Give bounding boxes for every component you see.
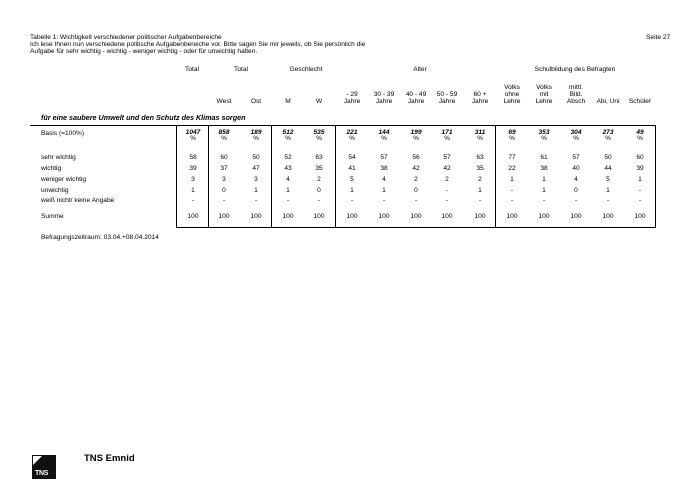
table-cell: - [191, 197, 195, 204]
basis-value: 273 [602, 129, 614, 136]
summe-cell: 100 [570, 213, 582, 220]
summe-cell: 100 [602, 213, 614, 220]
table-cell: 56 [412, 154, 420, 161]
brand-name: TNS Emnid [84, 453, 135, 464]
summe-cell: 100 [634, 213, 646, 220]
table-cell: 2 [414, 176, 418, 183]
table-cell: 22 [508, 165, 516, 172]
basis-unit: % [605, 135, 611, 142]
table-cell: 38 [540, 165, 548, 172]
basis-unit: % [381, 135, 387, 142]
summe-cell: 100 [474, 213, 486, 220]
summe-cell: 100 [506, 213, 518, 220]
table-cell: 47 [252, 165, 260, 172]
basis-label: Basis (=100%) [41, 130, 85, 137]
page-number: Seite 27 [646, 34, 671, 41]
table-cell: 0 [574, 187, 578, 194]
table-cell: 37 [220, 165, 228, 172]
table-cell: - [222, 197, 226, 204]
basis-value: 1047 [185, 129, 201, 136]
basis-value: 199 [410, 129, 422, 136]
divider-after-gender [335, 125, 336, 227]
tns-logo [32, 455, 56, 479]
table-bottom-rule [176, 227, 656, 228]
table-cell: - [638, 197, 642, 204]
table-cell: - [445, 197, 449, 204]
column-header: - 29 Jahre [343, 90, 361, 105]
logo-text: TNS [35, 470, 49, 477]
table-header-text [30, 34, 365, 56]
table-cell: - [510, 187, 514, 194]
question-line-1: Ich lese Ihnen nun verschiedene politische Aufgabenbereiche vor. Bitte sagen Sie mir jeweils, ob Sie persönlich die [30, 41, 366, 49]
table-cell: - [254, 197, 258, 204]
row-label-sehr-wichtig: sehr wichtig [41, 154, 76, 161]
basis-unit: % [221, 135, 227, 142]
divider-after-age [495, 125, 496, 227]
basis-unit: % [637, 135, 643, 142]
table-cell: 1 [191, 187, 195, 194]
column-header: West [216, 98, 232, 105]
column-header: Abi, Uni [596, 98, 620, 105]
summe-cell: 100 [282, 213, 294, 220]
table-cell: 57 [380, 154, 388, 161]
column-header: Ost [250, 98, 262, 105]
table-cell: 58 [189, 154, 197, 161]
table-cell: 1 [350, 187, 354, 194]
table-cell: 1 [286, 187, 290, 194]
basis-value: 69 [508, 129, 516, 136]
basis-value: 512 [282, 129, 294, 136]
table-cell: 42 [443, 165, 451, 172]
table-cell: 60 [636, 154, 644, 161]
column-header: 50 - 59 Jahre [436, 90, 458, 105]
row-label-keine-angabe: weiß nicht/ keine Angabe [41, 197, 115, 204]
table-cell: 41 [348, 165, 356, 172]
table-cell: 4 [574, 176, 578, 183]
table-cell: 50 [252, 154, 260, 161]
table-cell: 50 [604, 154, 612, 161]
basis-value: 311 [474, 129, 486, 136]
table-cell: 43 [284, 165, 292, 172]
table-cell: - [317, 197, 321, 204]
table-cell: - [638, 187, 642, 194]
basis-unit: % [509, 135, 515, 142]
table-cell: - [542, 197, 546, 204]
table-cell: - [414, 197, 418, 204]
table-cell: 2 [445, 176, 449, 183]
table-cell: 3 [191, 176, 195, 183]
table-cell: 1 [606, 187, 610, 194]
table-cell: 39 [189, 165, 197, 172]
basis-value: 144 [378, 129, 390, 136]
column-header: 60 + Jahre [471, 90, 489, 105]
table-cell: 35 [315, 165, 323, 172]
table-cell: 2 [317, 176, 321, 183]
column-header: Schüler [628, 98, 652, 105]
table-cell: 38 [380, 165, 388, 172]
column-header: Volks mit Lehre [535, 83, 553, 105]
table-cell: 57 [572, 154, 580, 161]
summe-cell: 100 [346, 213, 358, 220]
table-cell: 52 [284, 154, 292, 161]
group-total: Total [185, 66, 199, 73]
summe-cell: 100 [410, 213, 422, 220]
basis-unit: % [573, 135, 579, 142]
table-cell: 44 [604, 165, 612, 172]
table-cell: 4 [286, 176, 290, 183]
table-cell: 0 [222, 187, 226, 194]
table-cell: - [382, 197, 386, 204]
table-cell: 1 [542, 176, 546, 183]
section-title: für eine saubere Umwelt und den Schutz des Klimas sorgen [41, 113, 246, 122]
basis-unit: % [285, 135, 291, 142]
table-cell: 61 [540, 154, 548, 161]
table-cell: - [478, 197, 482, 204]
table-cell: 1 [254, 187, 258, 194]
table-cell: 1 [542, 187, 546, 194]
summe-cell: 100 [538, 213, 550, 220]
table-top-rule [30, 125, 656, 126]
table-cell: 1 [478, 187, 482, 194]
table-cell: - [606, 197, 610, 204]
table-cell: 42 [412, 165, 420, 172]
basis-unit: % [444, 135, 450, 142]
column-header: mittl. Bild. Absch [566, 83, 586, 105]
basis-value: 858 [218, 129, 230, 136]
question-line-2: Aufgabe für sehr wichtig - wichtig - weniger wichtig - oder für unwichtig halten. [30, 48, 258, 56]
basis-value: 189 [250, 129, 262, 136]
row-label-weniger-wichtig: weniger wichtig [41, 176, 87, 183]
table-cell: 60 [220, 154, 228, 161]
basis-value: 171 [441, 129, 453, 136]
table-cell: 0 [414, 187, 418, 194]
basis-value: 221 [346, 129, 358, 136]
group-alter: Alter [413, 66, 427, 73]
table-cell: - [574, 197, 578, 204]
summe-cell: 100 [187, 213, 199, 220]
table-cell: 57 [443, 154, 451, 161]
table-cell: 5 [350, 176, 354, 183]
table-cell: 1 [382, 187, 386, 194]
basis-unit: % [190, 135, 196, 142]
column-header: Volks ohne Lehre [503, 83, 521, 105]
table-cell: 54 [348, 154, 356, 161]
divider-after-total [208, 125, 209, 227]
group-geschlecht: Geschlecht [289, 66, 323, 73]
row-label-unwichtig: unwichtig [41, 187, 69, 194]
survey-period: Befragungszeitraum: 03.04.+08.04.2014 [41, 234, 159, 241]
basis-value: 49 [636, 129, 644, 136]
summe-cell: 100 [218, 213, 230, 220]
basis-unit: % [253, 135, 259, 142]
basis-value: 304 [570, 129, 582, 136]
table-cell: 77 [508, 154, 516, 161]
summe-cell: 100 [313, 213, 325, 220]
column-header: M [285, 98, 291, 105]
table-cell: 0 [317, 187, 321, 194]
table-right-border [655, 125, 656, 227]
table-left-border [176, 125, 177, 227]
basis-unit: % [413, 135, 419, 142]
row-label-wichtig: wichtig [41, 165, 62, 172]
basis-unit: % [316, 135, 322, 142]
divider-after-region [271, 125, 272, 227]
basis-unit: % [349, 135, 355, 142]
table-cell: - [510, 197, 514, 204]
basis-unit: % [477, 135, 483, 142]
table-cell: 63 [476, 154, 484, 161]
column-header: W [315, 98, 323, 105]
table-cell: 39 [636, 165, 644, 172]
group-total-2: Total [234, 66, 248, 73]
table-cell: 3 [222, 176, 226, 183]
summe-cell: 100 [250, 213, 262, 220]
table-cell: 3 [254, 176, 258, 183]
column-header: 30 - 39 Jahre [373, 90, 395, 105]
basis-unit: % [541, 135, 547, 142]
table-cell: 1 [510, 176, 514, 183]
table-cell: 4 [382, 176, 386, 183]
table-cell: - [445, 187, 449, 194]
table-cell: 1 [638, 176, 642, 183]
table-title: Tabelle 1: Wichtigkeit verschiedener politischer Aufgabenbereiche [30, 34, 222, 41]
basis-value: 353 [538, 129, 550, 136]
table-cell: 5 [606, 176, 610, 183]
table-cell: - [286, 197, 290, 204]
table-cell: 35 [476, 165, 484, 172]
table-cell: - [350, 197, 354, 204]
group-schulbildung: Schulbildung des Befragten [534, 66, 616, 73]
table-cell: 2 [478, 176, 482, 183]
summe-cell: 100 [441, 213, 453, 220]
row-label-summe: Summe [41, 213, 64, 220]
basis-value: 535 [313, 129, 325, 136]
logo-corner-mark [33, 456, 42, 465]
table-cell: 40 [572, 165, 580, 172]
summe-cell: 100 [378, 213, 390, 220]
table-cell: 63 [315, 154, 323, 161]
column-header: 40 - 49 Jahre [405, 90, 427, 105]
